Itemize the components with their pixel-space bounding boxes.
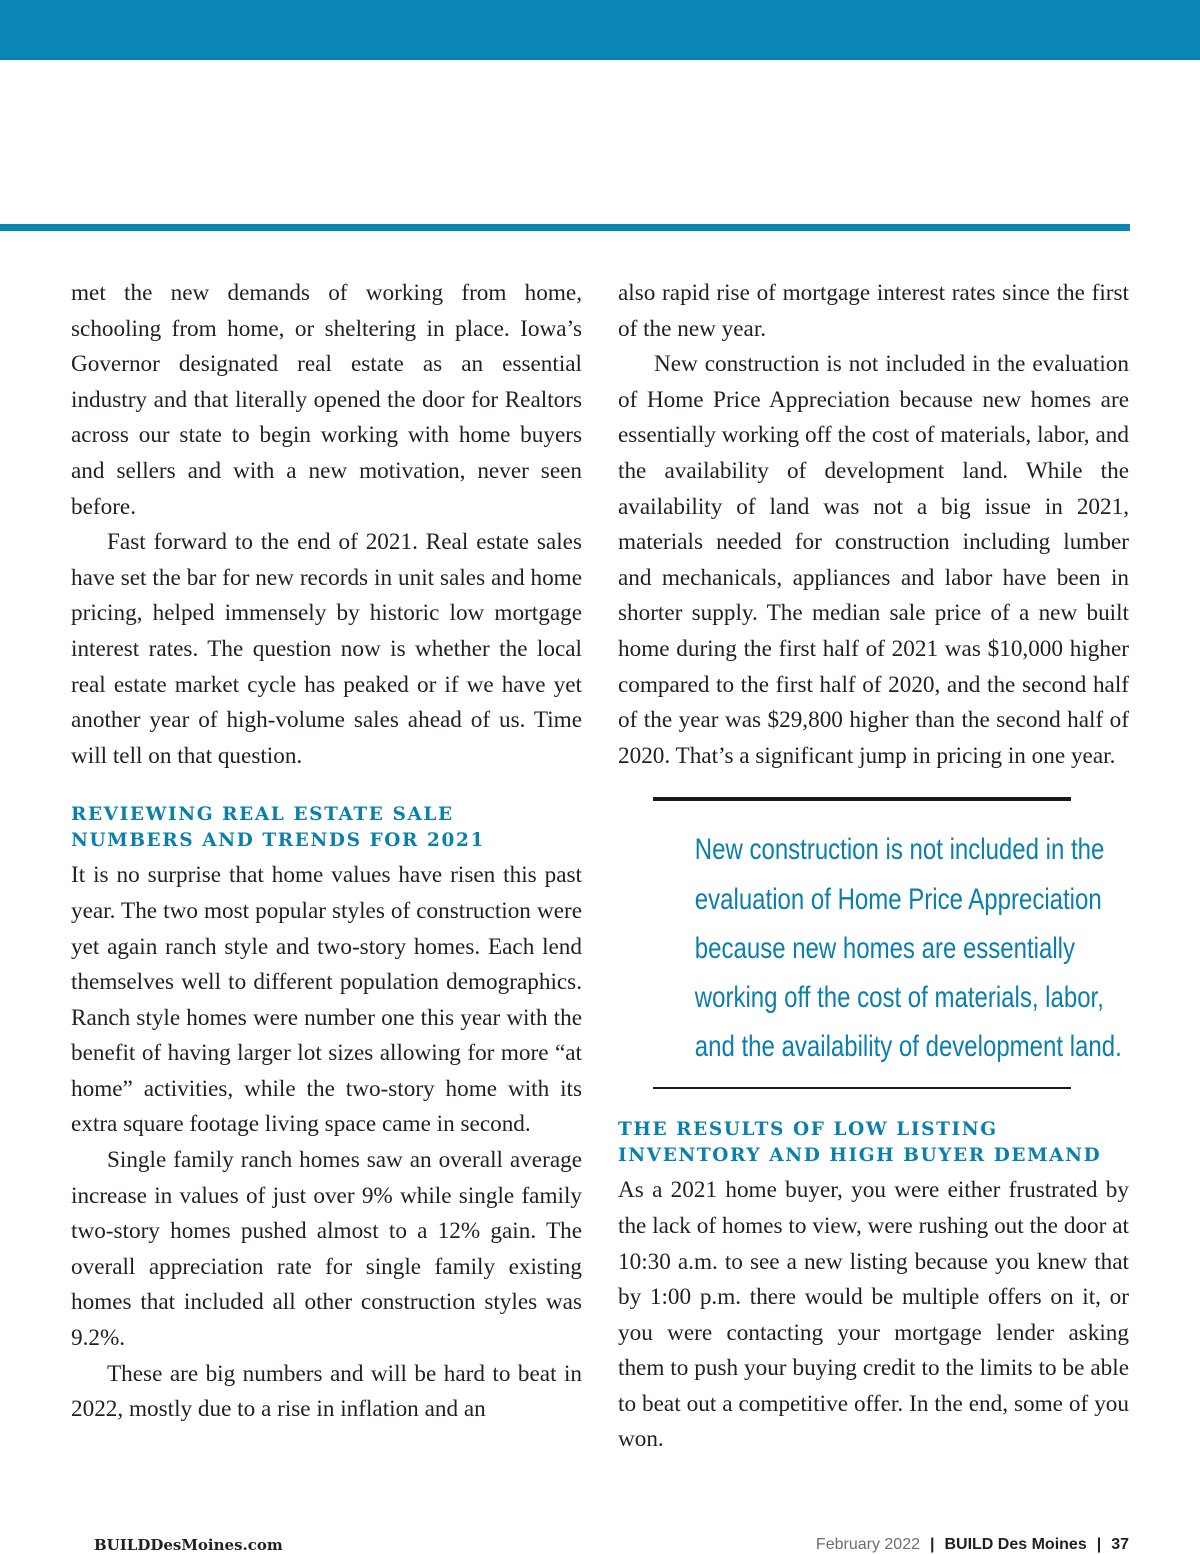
pull-quote bbox=[653, 797, 1122, 1089]
pull-quote-line: because new homes are essentially bbox=[694, 931, 1076, 965]
section-heading: REVIEWING REAL ESTATE SALE NUMBERS AND TRENDS FOR 2021 bbox=[71, 804, 485, 852]
right-column bbox=[618, 276, 1129, 1458]
paragraph: It is no surprise that home values have risen this past year. The two most popular styles of construction were yet again ranch style and two-story homes. Each lend themselves well to different population demographics. Ranch style homes were number one this year with the benefit of having larger lot sizes allowing for more “at home” activities, while the two-story home with its extra square footage living space came in second. bbox=[71, 862, 582, 1138]
paragraph: New construction is not included in the evaluation of Home Price Appreciation because new homes are essentially working off the cost of materials, labor, and the availability of development land. While the availability of land was not a big issue in 2021, materials needed for construction including lumber and mechanicals, appliances and labor have been in shorter supply. The median sale price of a new built home during the first half of 2021 was $10,000 higher compared to the first half of 2020, and the second half of the year was $29,800 higher than the second half of 2020. That’s a significant jump in pricing in one year. bbox=[618, 351, 1129, 769]
footer-folio bbox=[816, 1536, 1129, 1554]
issue-date: February 2022 bbox=[815, 1536, 920, 1553]
paragraph: Fast forward to the end of 2021. Real estate sales have set the bar for new records in unit sales and home pricing, helped immensely by historic low mortgage interest rates. The question now is whether the local real estate market cycle has peaked or if we have yet another year of high-volume sales ahead of us. Time will tell on that question. bbox=[71, 529, 582, 769]
pull-quote-line: working off the cost of materials, labor, bbox=[694, 980, 1104, 1014]
header-color-band bbox=[0, 0, 1200, 60]
footer-separator: | bbox=[1096, 1536, 1102, 1553]
left-column bbox=[71, 276, 582, 1428]
paragraph: These are big numbers and will be hard to beat in 2022, mostly due to a rise in inflation and an bbox=[71, 1360, 582, 1423]
section-heading: THE RESULTS OF LOW LISTING INVENTORY AND HIGH BUYER DEMAND bbox=[618, 1119, 1102, 1167]
pull-quote-line: evaluation of Home Price Appreciation bbox=[694, 882, 1102, 916]
page-number: 37 bbox=[1111, 1536, 1129, 1553]
paragraph: also rapid rise of mortgage interest rates since the first of the new year. bbox=[618, 280, 1129, 342]
paragraph: As a 2021 home buyer, you were either frustrated by the lack of homes to view, were rushing out the door at 10:30 a.m. to see a new listing because you knew that by 1:00 p.m. there would be multiple offers on it, or you were contacting your mortgage lender asking them to push your buying credit to the limits to be able to beat out a competitive offer. In the end, some of you won. bbox=[618, 1177, 1129, 1453]
paragraph: met the new demands of working from home, schooling from home, or sheltering in place. Iowa’s Governor designated real estate as an essential industry and that literally opened the door for Realtors across our state to begin working with home buyers and sellers and with a new motivation, never seen before. bbox=[71, 280, 582, 520]
paragraph: Single family ranch homes saw an overall average increase in values of just over 9% while single family two-story homes pushed almost to a 12% gain. The overall appreciation rate for single family existing homes that included all other construction styles was 9.2%. bbox=[71, 1147, 582, 1352]
pull-quote-line: New construction is not included in the bbox=[694, 833, 1105, 867]
header-rule bbox=[0, 224, 1130, 231]
footer-website: BUILDDesMoines.com bbox=[94, 1536, 283, 1554]
footer-separator: | bbox=[929, 1536, 935, 1553]
publication-name: BUILD Des Moines bbox=[944, 1536, 1087, 1553]
pull-quote-line: and the availability of development land. bbox=[694, 1030, 1122, 1064]
